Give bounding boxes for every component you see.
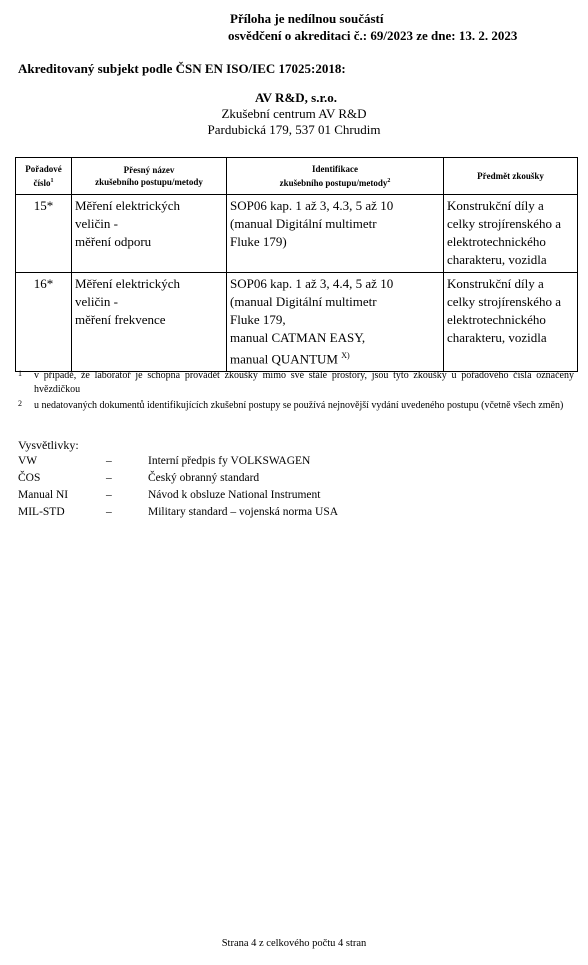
annex-header-line2: osvědčení o akreditaci č.: 69/2023 ze dne: 13. 2. 2023 [228, 28, 518, 43]
header-order-number [16, 158, 72, 195]
legend-item [18, 453, 311, 470]
legend-dash: – [106, 489, 112, 501]
legend-dash: – [106, 455, 112, 467]
header-method-identification [227, 158, 444, 195]
method-name-line: veličin - [75, 216, 118, 231]
organization-name: AV R&D, s.r.o. [254, 90, 338, 105]
row-test-subject: Konstrukční díly a celky strojírenského a elektrotechnického charakteru, vozidla [444, 195, 578, 273]
row-method-name [72, 273, 227, 372]
method-name-line: veličin - [75, 294, 118, 309]
legend-abbreviation: MIL-STD [18, 506, 65, 518]
legend-description: Návod k obsluze National Instrument [148, 489, 321, 501]
row-method-name [72, 195, 227, 273]
header-test-subject [444, 158, 578, 195]
row-method-identification [227, 195, 444, 273]
legend-description: Military standard – vojenská norma USA [148, 506, 339, 518]
annex-header [228, 10, 517, 44]
method-name-line: Měření elektrických [75, 198, 181, 213]
page-footer: Strana 4 z celkového počtu 4 stran [221, 938, 367, 949]
organization-address: Pardubická 179, 537 01 Chrudim [207, 122, 381, 137]
annex-header-line1: Příloha je nedílnou součástí [230, 11, 384, 26]
header-test-subject-label: Předmět zkoušky [477, 171, 544, 181]
footnote-mark: 1 [18, 369, 22, 378]
table-row [16, 273, 578, 372]
legend-description: Interní předpis fy VOLKSWAGEN [148, 455, 311, 467]
header-method-identification-line2: zkušebního postupu/metody [279, 178, 388, 188]
method-name-line: Měření elektrických [75, 276, 181, 291]
row-test-subject: Konstrukční díly a celky strojírenského a elektrotechnického charakteru, vozidla [444, 273, 578, 372]
identification-line-last [230, 347, 440, 368]
footnote-1 [18, 369, 574, 397]
legend [18, 437, 339, 521]
row-number: 15* [16, 195, 72, 273]
identification-line: Fluke 179) [230, 234, 287, 249]
footnote-ref-2: 2 [387, 178, 391, 184]
identification-line: manual CATMAN EASY, [230, 330, 366, 345]
identification-superscript: X) [341, 351, 350, 360]
header-order-number-line1: Pořadové [25, 164, 62, 174]
legend-abbreviation: Manual NI [18, 489, 69, 501]
footnote-2 [18, 399, 574, 413]
legend-item [18, 487, 321, 504]
organization-center: Zkušební centrum AV R&D [221, 106, 367, 121]
header-method-name-line2: zkušebního postupu/metody [95, 177, 203, 187]
table-row [16, 195, 578, 273]
methods-table [15, 157, 578, 372]
legend-abbreviation: VW [18, 455, 38, 467]
legend-description: Český obranný standard [148, 472, 260, 484]
footnote-text: u nedatovaných dokumentů identifikujících zkušební postupy se používá nejnovější vydání uvedeného postupu (včetně všech změn) [34, 400, 564, 411]
organization-block [0, 90, 588, 138]
identification-line: (manual Digitální multimetr [230, 294, 377, 309]
method-name-line: měření frekvence [75, 312, 166, 327]
legend-item [18, 470, 260, 487]
header-order-number-line2: číslo [33, 178, 51, 188]
header-method-name-line1: Přesný název [123, 165, 175, 175]
table-header-row [16, 158, 578, 195]
legend-item [18, 504, 339, 521]
identification-line-text: manual QUANTUM [230, 351, 338, 367]
legend-title: Vysvětlivky: [18, 438, 79, 452]
legend-dash: – [106, 472, 112, 484]
method-name-line: měření odporu [75, 234, 152, 249]
legend-dash: – [106, 506, 112, 518]
identification-line: Fluke 179, [230, 312, 286, 327]
legend-abbreviation: ČOS [18, 472, 41, 484]
identification-line: SOP06 kap. 1 až 3, 4.3, 5 až 10 [230, 198, 394, 213]
header-method-identification-line1: Identifikace [312, 164, 358, 174]
header-method-name [72, 158, 227, 195]
identification-line: SOP06 kap. 1 až 3, 4.4, 5 až 10 [230, 276, 394, 291]
identification-line: (manual Digitální multimetr [230, 216, 377, 231]
footnote-mark: 2 [18, 399, 22, 408]
row-number: 16* [16, 273, 72, 372]
footnote-text: v případě, že laboratoř je schopna provádět zkoušky mimo své stálé prostory, jsou tyto zkoušky u pořadového čísla označeny hvězdičkou [34, 370, 574, 395]
footnote-ref-1: 1 [50, 178, 54, 184]
row-method-identification [227, 273, 444, 372]
accreditation-heading: Akreditovaný subjekt podle ČSN EN ISO/IEC 17025:2018: [18, 61, 346, 76]
